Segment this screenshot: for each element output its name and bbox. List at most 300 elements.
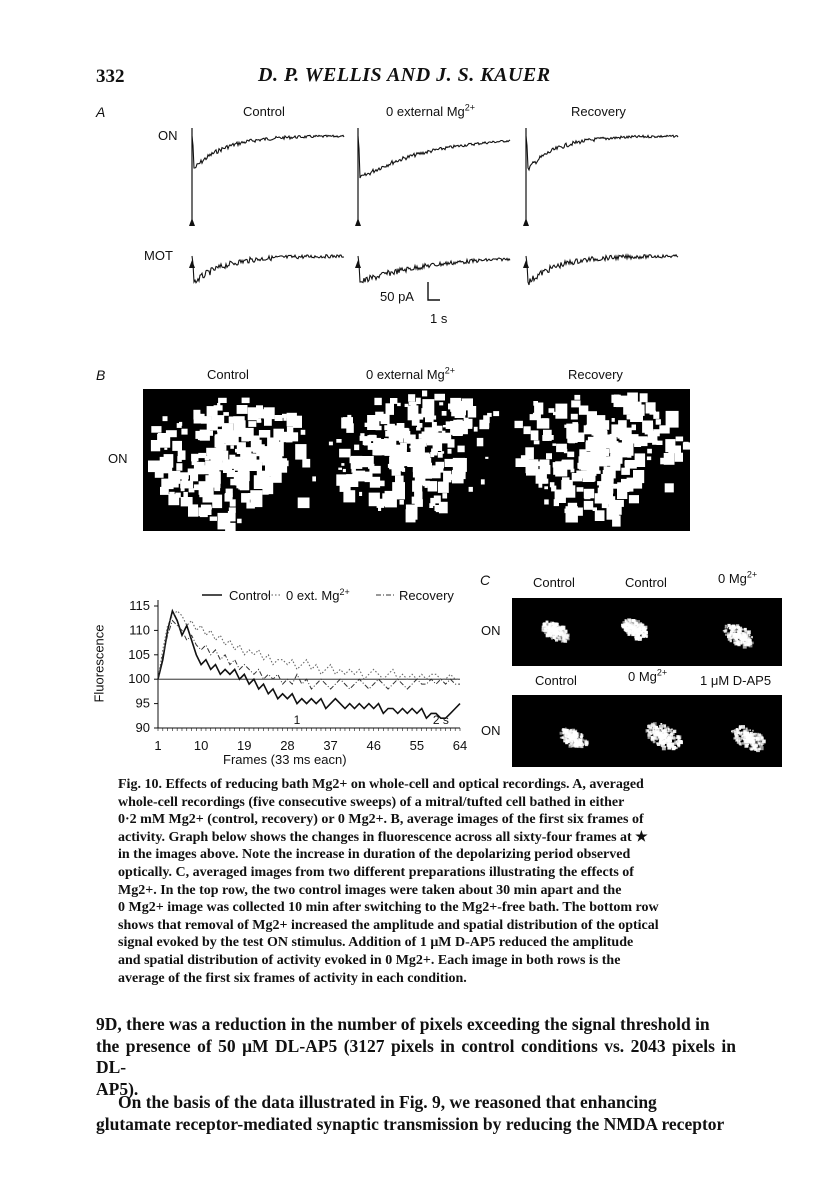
image-pixel-cluster	[414, 492, 422, 502]
image-pixel-cluster	[354, 445, 359, 451]
image-pixel-cluster	[485, 423, 489, 428]
stimulus-arrow	[189, 260, 195, 268]
image-pixel	[554, 630, 556, 632]
image-pixel	[566, 634, 569, 637]
image-pixel	[744, 739, 746, 741]
image-pixel-cluster	[259, 463, 262, 466]
image-pixel	[667, 739, 670, 742]
image-pixel	[737, 641, 739, 643]
image-pixel-cluster	[665, 483, 674, 492]
image-pixel-cluster	[409, 446, 413, 449]
image-pixel-cluster	[248, 407, 259, 420]
image-pixel-cluster	[268, 452, 273, 458]
image-pixel	[631, 633, 634, 636]
image-pixel-cluster	[556, 444, 567, 452]
image-pixel	[656, 742, 658, 744]
image-pixel	[751, 642, 754, 645]
image-pixel	[641, 624, 645, 628]
image-pixel	[743, 642, 745, 644]
image-pixel-cluster	[656, 441, 662, 445]
image-pixel-cluster	[418, 453, 427, 461]
trace-mot-0	[192, 255, 344, 283]
image-pixel-cluster	[211, 420, 218, 427]
image-pixel	[568, 733, 571, 736]
image-pixel	[743, 639, 745, 641]
image-pixel-cluster	[168, 494, 179, 505]
image-pixel-cluster	[295, 444, 306, 460]
image-pixel	[747, 630, 751, 634]
image-pixel	[727, 627, 729, 629]
image-pixel	[548, 630, 551, 633]
panel-c-row-on-bottom: ON	[481, 723, 501, 738]
image-pixel-cluster	[203, 465, 210, 473]
image-pixel-cluster	[566, 506, 578, 522]
image-pixel	[733, 730, 735, 732]
running-header-authors: D. P. WELLIS AND J. S. KAUER	[258, 64, 551, 86]
image-pixel	[746, 728, 748, 730]
image-pixel	[652, 724, 655, 727]
image-pixel-cluster	[176, 463, 182, 471]
image-pixel-cluster	[531, 430, 539, 440]
image-pixel	[629, 619, 633, 623]
image-pixel-cluster	[229, 507, 236, 512]
image-pixel-cluster	[370, 477, 380, 488]
image-pixel-cluster	[676, 437, 684, 442]
image-pixel	[762, 740, 765, 743]
image-pixel-cluster	[223, 412, 229, 416]
image-pixel-cluster	[608, 456, 620, 464]
legend-control: Control	[229, 588, 271, 603]
image-pixel-cluster	[258, 472, 262, 475]
image-pixel-cluster	[539, 483, 543, 488]
image-pixel-cluster	[192, 460, 197, 466]
image-pixel	[737, 739, 740, 742]
image-pixel-cluster	[537, 418, 550, 428]
trace-mot-1	[358, 256, 510, 283]
image-pixel-cluster	[210, 517, 217, 521]
image-pixel-cluster	[153, 461, 165, 470]
image-pixel	[746, 639, 750, 643]
image-pixel	[637, 634, 640, 637]
image-pixel-cluster	[329, 442, 333, 446]
image-pixel-cluster	[429, 503, 433, 508]
panel-a-title-recovery: Recovery	[571, 104, 626, 119]
image-pixel-cluster	[425, 486, 428, 488]
panel-c-bottom-title-1: Control	[535, 673, 577, 688]
image-pixel	[738, 637, 740, 639]
image-pixel	[664, 746, 666, 748]
image-pixel	[739, 728, 741, 730]
panel-b-title-0mg: 0 external $Mg^{2+}$	[366, 365, 456, 382]
image-pixel-cluster	[442, 493, 447, 498]
image-pixel	[749, 735, 751, 737]
image-pixel	[760, 739, 762, 741]
trace-mot-2	[526, 255, 678, 285]
image-pixel	[747, 740, 751, 744]
panel-c-top-images	[512, 598, 782, 666]
image-pixel	[657, 733, 660, 736]
image-pixel-cluster	[360, 436, 365, 441]
image-pixel-cluster	[215, 443, 219, 445]
image-pixel-cluster	[302, 459, 310, 468]
image-pixel-cluster	[343, 490, 355, 502]
image-pixel-cluster	[160, 487, 169, 495]
image-pixel-cluster	[552, 443, 556, 446]
y-tick-label: 110	[129, 622, 150, 638]
image-pixel	[570, 739, 572, 741]
image-pixel-cluster	[168, 471, 180, 484]
image-pixel-cluster	[181, 486, 185, 491]
image-pixel-cluster	[422, 391, 427, 397]
image-pixel-cluster	[609, 501, 622, 514]
image-pixel-cluster	[621, 484, 633, 492]
x-tick-label: 1	[154, 738, 162, 753]
image-pixel	[559, 639, 561, 641]
image-pixel-cluster	[293, 416, 302, 428]
image-pixel-cluster	[395, 476, 404, 485]
image-pixel-cluster	[280, 432, 291, 442]
image-pixel-cluster	[229, 417, 237, 424]
image-pixel-cluster	[164, 448, 167, 450]
image-pixel	[648, 737, 650, 739]
image-pixel-cluster	[597, 499, 601, 502]
image-pixel-cluster	[564, 425, 567, 428]
image-pixel	[653, 735, 656, 738]
panel-b-letter: B	[96, 367, 106, 383]
image-pixel-cluster	[397, 403, 401, 406]
image-pixel-cluster	[612, 418, 615, 422]
image-pixel-cluster	[183, 492, 188, 497]
image-pixel	[675, 742, 678, 745]
image-pixel	[650, 731, 654, 735]
image-pixel-cluster	[647, 457, 651, 461]
chart-xlabel: Frames (33 ms eacn)	[223, 752, 347, 767]
y-tick-label: 115	[129, 598, 150, 613]
image-pixel-cluster	[385, 431, 393, 437]
image-pixel-cluster	[351, 456, 363, 469]
image-pixel	[741, 725, 745, 729]
image-pixel-cluster	[425, 430, 436, 439]
image-pixel	[653, 741, 656, 744]
image-pixel-cluster	[591, 472, 596, 475]
image-pixel	[657, 738, 659, 740]
image-pixel	[655, 726, 658, 729]
image-pixel-cluster	[563, 485, 576, 497]
y-tick-label: 100	[128, 671, 150, 687]
stimulus-arrow	[189, 218, 195, 226]
image-pixel-cluster	[236, 479, 243, 488]
image-pixel-cluster	[653, 412, 659, 419]
image-pixel-cluster	[188, 504, 198, 516]
image-pixel-cluster	[227, 470, 235, 477]
image-pixel	[753, 733, 755, 735]
image-pixel-cluster	[540, 460, 550, 471]
image-pixel	[741, 639, 743, 641]
scale-bar	[428, 282, 440, 300]
stimulus-arrow	[523, 218, 529, 226]
image-pixel-cluster	[438, 482, 449, 493]
image-pixel	[579, 739, 582, 742]
image-pixel-cluster	[584, 425, 597, 434]
panel-a-row-mot: MOT	[144, 248, 173, 263]
image-pixel-cluster	[188, 469, 197, 476]
image-pixel	[676, 737, 678, 739]
image-pixel	[565, 728, 567, 730]
image-pixel	[667, 745, 669, 747]
panel-b-title-recovery: Recovery	[568, 367, 623, 382]
image-pixel	[752, 730, 754, 732]
image-pixel-cluster	[178, 450, 186, 460]
panel-b-images	[143, 389, 690, 531]
image-pixel-cluster	[481, 479, 485, 484]
image-pixel-cluster	[627, 393, 638, 402]
page-number: 332	[96, 66, 125, 87]
image-pixel-cluster	[584, 489, 594, 499]
image-pixel-cluster	[439, 402, 443, 405]
image-pixel-cluster	[343, 469, 346, 472]
image-pixel	[736, 729, 739, 732]
image-pixel	[751, 636, 753, 638]
image-pixel	[662, 743, 665, 746]
image-pixel-cluster	[544, 486, 548, 489]
image-pixel	[572, 733, 576, 737]
image-pixel-cluster	[443, 425, 447, 427]
panel-a-title-0mg: 0 external $Mg^{2+}$	[386, 102, 476, 119]
image-pixel-cluster	[312, 476, 316, 481]
scale-bar-x-label: 1 s	[430, 311, 448, 326]
image-pixel-cluster	[551, 486, 556, 492]
image-pixel-cluster	[606, 436, 617, 449]
image-pixel-cluster	[395, 445, 407, 461]
series-control	[158, 611, 460, 718]
image-pixel-cluster	[629, 434, 639, 443]
image-pixel	[634, 620, 636, 622]
image-pixel-cluster	[612, 515, 621, 526]
image-pixel	[625, 621, 628, 624]
image-pixel	[755, 743, 758, 746]
image-pixel	[751, 738, 753, 740]
image-pixel-cluster	[250, 490, 262, 507]
image-pixel	[635, 622, 638, 625]
image-pixel-cluster	[417, 423, 422, 428]
image-pixel-cluster	[524, 426, 531, 434]
image-pixel	[572, 729, 575, 732]
image-pixel	[668, 729, 672, 733]
image-pixel	[561, 639, 564, 642]
trace-on-1	[358, 136, 510, 178]
image-pixel-cluster	[458, 446, 465, 453]
image-pixel	[736, 636, 738, 638]
image-pixel-cluster	[396, 454, 400, 457]
image-pixel-cluster	[246, 457, 254, 468]
image-pixel-cluster	[408, 394, 415, 402]
image-pixel-cluster	[264, 407, 275, 419]
image-pixel	[733, 631, 735, 633]
image-pixel-cluster	[283, 418, 286, 421]
image-pixel-cluster	[199, 481, 210, 495]
image-pixel	[743, 633, 746, 636]
panel-a-row-on: ON	[158, 128, 178, 143]
y-tick-label: 95	[135, 695, 150, 711]
panel-c-top-title-1: Control	[533, 575, 575, 590]
image-pixel-cluster	[666, 411, 679, 428]
legend-recovery: Recovery	[399, 588, 454, 603]
image-pixel-cluster	[587, 460, 599, 471]
image-pixel	[669, 743, 671, 745]
image-pixel	[560, 737, 562, 739]
image-pixel	[563, 738, 567, 742]
image-pixel-cluster	[238, 466, 250, 474]
annotation-2s: 2 s	[432, 713, 449, 727]
panel-c-bottom-images	[512, 695, 782, 767]
panel-a-traces	[180, 116, 700, 316]
image-pixel	[725, 627, 727, 629]
image-pixel-cluster	[614, 401, 624, 407]
image-pixel-cluster	[225, 494, 233, 502]
image-pixel-cluster	[684, 442, 689, 448]
image-pixel	[629, 625, 633, 629]
image-pixel-cluster	[434, 394, 445, 401]
image-pixel-cluster	[209, 507, 212, 510]
image-pixel	[548, 624, 550, 626]
image-pixel-cluster	[282, 414, 287, 418]
image-pixel	[761, 744, 763, 746]
image-pixel-cluster	[437, 426, 443, 432]
image-pixel-cluster	[425, 415, 434, 423]
image-pixel-cluster	[379, 501, 383, 505]
image-pixel	[745, 630, 748, 633]
image-pixel-cluster	[411, 402, 417, 406]
panel-c-letter: C	[480, 572, 491, 588]
image-pixel-cluster	[629, 495, 639, 503]
image-pixel	[637, 637, 639, 639]
series-0-ext-mg2-	[158, 611, 460, 679]
image-pixel-cluster	[336, 474, 346, 485]
image-pixel	[739, 732, 742, 735]
image-pixel-cluster	[630, 409, 643, 422]
image-pixel-cluster	[258, 420, 262, 422]
image-pixel-cluster	[346, 423, 354, 433]
image-pixel-cluster	[645, 423, 653, 435]
image-pixel-cluster	[515, 421, 523, 428]
image-pixel	[570, 729, 572, 731]
image-pixel-cluster	[576, 471, 585, 479]
image-pixel-cluster	[442, 411, 447, 416]
image-pixel-cluster	[211, 454, 223, 464]
image-pixel	[725, 625, 727, 627]
image-pixel-cluster	[595, 510, 605, 521]
image-pixel-cluster	[272, 447, 282, 459]
panel-b-row-on: ON	[108, 451, 128, 466]
panel-c-top-title-2: Control	[625, 575, 667, 590]
image-pixel-cluster	[240, 445, 244, 447]
image-pixel	[581, 739, 583, 741]
image-pixel	[575, 739, 578, 742]
image-pixel-cluster	[526, 459, 539, 473]
image-pixel-cluster	[597, 434, 604, 441]
image-pixel-cluster	[435, 505, 444, 511]
image-pixel-cluster	[621, 468, 630, 475]
x-tick-label: 10	[193, 738, 209, 753]
image-pixel	[555, 623, 559, 627]
image-pixel-cluster	[571, 469, 575, 473]
image-pixel-cluster	[206, 430, 210, 432]
image-pixel-cluster	[198, 453, 206, 458]
image-pixel-cluster	[217, 430, 220, 432]
image-pixel	[565, 742, 568, 745]
image-pixel-cluster	[400, 500, 404, 505]
image-pixel-cluster	[381, 414, 390, 424]
image-pixel-cluster	[369, 421, 373, 425]
image-pixel	[739, 725, 742, 728]
image-pixel-cluster	[275, 415, 283, 421]
x-tick-label: 64	[452, 738, 468, 753]
image-pixel	[742, 628, 744, 630]
image-pixel-cluster	[542, 435, 549, 441]
image-pixel-cluster	[544, 499, 549, 504]
image-pixel-cluster	[413, 469, 425, 478]
image-pixel-cluster	[609, 496, 615, 503]
image-pixel	[560, 632, 563, 635]
image-pixel	[553, 636, 555, 638]
image-pixel-cluster	[572, 422, 578, 430]
image-pixel-cluster	[195, 431, 202, 439]
image-pixel	[580, 735, 583, 738]
image-pixel-cluster	[493, 411, 499, 416]
image-pixel-cluster	[577, 487, 584, 492]
image-pixel	[639, 636, 641, 638]
image-pixel-cluster	[374, 398, 381, 405]
image-pixel-cluster	[660, 458, 665, 465]
image-pixel	[663, 736, 665, 738]
image-pixel-cluster	[214, 487, 220, 491]
image-pixel-cluster	[485, 457, 488, 459]
image-pixel-cluster	[201, 416, 212, 424]
image-pixel-cluster	[298, 498, 310, 509]
image-pixel	[734, 733, 736, 735]
image-pixel-cluster	[534, 441, 540, 445]
image-pixel-cluster	[237, 519, 242, 524]
image-pixel-cluster	[584, 501, 593, 510]
star-marker: ★	[267, 486, 285, 508]
image-pixel-cluster	[189, 488, 195, 492]
image-pixel	[567, 730, 569, 732]
stimulus-arrow	[355, 218, 361, 226]
image-pixel-cluster	[549, 435, 554, 440]
image-pixel-cluster	[415, 477, 424, 485]
image-pixel	[626, 631, 628, 633]
image-pixel-cluster	[218, 417, 222, 419]
image-pixel	[624, 624, 627, 627]
image-pixel-cluster	[469, 487, 473, 492]
image-pixel	[673, 737, 676, 740]
image-pixel-cluster	[166, 430, 177, 437]
image-pixel-cluster	[422, 399, 434, 415]
stimulus-arrow	[523, 260, 529, 268]
image-pixel-cluster	[301, 430, 306, 435]
image-pixel-cluster	[477, 438, 484, 446]
stimulus-arrow	[355, 260, 361, 268]
x-tick-label: 28	[280, 738, 295, 753]
image-pixel-cluster	[177, 423, 182, 428]
image-pixel-cluster	[157, 434, 167, 446]
chart-ylabel-wrap	[91, 614, 116, 714]
x-tick-label: 37	[323, 738, 338, 753]
image-pixel-cluster	[388, 464, 393, 468]
image-pixel	[557, 632, 560, 635]
panel-a-letter: A	[96, 104, 106, 120]
image-pixel-cluster	[214, 405, 223, 410]
